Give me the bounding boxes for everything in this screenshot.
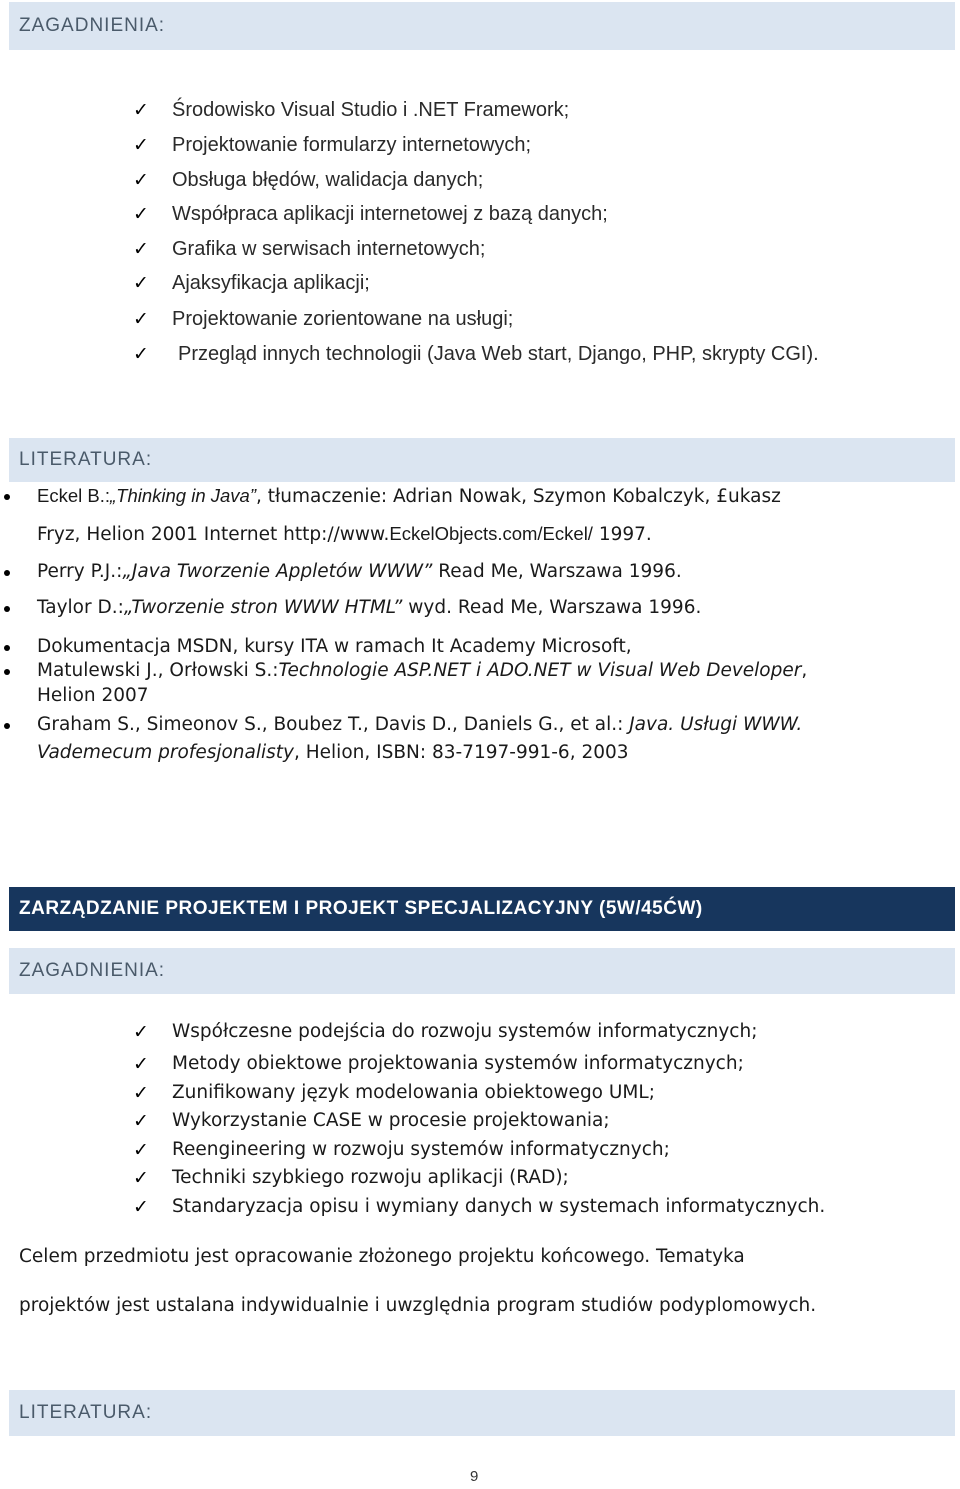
- bullet-icon: [4, 669, 10, 675]
- checkmark-icon: ✓: [133, 308, 149, 330]
- checkmark-icon: ✓: [133, 1082, 149, 1104]
- bullet-icon: [4, 570, 10, 576]
- checkmark-icon: ✓: [133, 203, 149, 225]
- checkmark-icon: ✓: [133, 238, 149, 260]
- section2-literature-heading: [9, 1390, 955, 1436]
- section2-topics-heading-text: ZAGADNIENIA:: [19, 960, 166, 981]
- checkmark-icon: ✓: [133, 1139, 149, 1161]
- checkmark-icon: ✓: [133, 343, 149, 365]
- page-number: 9: [470, 1468, 479, 1485]
- section2-paragraph-line-2: projektów jest ustalana indywidualnie i uwzględnia program studiów podyplomowych.: [19, 1295, 817, 1316]
- section2-topics-heading: [9, 948, 955, 994]
- checkmark-icon: ✓: [133, 1021, 149, 1043]
- checkmark-icon: ✓: [133, 1110, 149, 1132]
- checkmark-icon: ✓: [133, 272, 149, 294]
- checkmark-icon: ✓: [133, 1196, 149, 1218]
- section1-literature-heading-text: LITERATURA:: [19, 449, 153, 470]
- checkmark-icon: ✓: [133, 1167, 149, 1189]
- section1-topics-heading-text: ZAGADNIENIA:: [19, 15, 166, 36]
- bullet-icon: [4, 723, 10, 729]
- section2-title-banner: [9, 887, 955, 931]
- bullet-icon: [4, 645, 10, 651]
- section2-paragraph-line-1: Celem przedmiotu jest opracowanie złożonego projektu końcowego. Tematyka: [19, 1246, 745, 1267]
- section2-title: ZARZĄDZANIE PROJEKTEM I PROJEKT SPECJALIZACYJNY (5W/45ĆW): [19, 898, 703, 919]
- checkmark-icon: ✓: [133, 169, 149, 191]
- section2-literature-heading-text: LITERATURA:: [19, 1402, 153, 1423]
- checkmark-icon: ✓: [133, 134, 149, 156]
- section1-topics-heading: [9, 2, 955, 50]
- bullet-icon: [4, 606, 10, 612]
- checkmark-icon: ✓: [133, 1053, 149, 1075]
- section1-literature-heading: [9, 438, 955, 482]
- list-item-continuation: Helion 2007: [37, 685, 149, 706]
- bullet-icon: [4, 494, 10, 500]
- list-item-continuation: Vademecum profesjonalisty, Helion, ISBN: 83-7197-991-6, 2003: [37, 742, 629, 763]
- list-item-continuation: Fryz, Helion 2001 Internet http://www.EckelObjects.com/Eckel/ 1997.: [37, 523, 652, 545]
- checkmark-icon: ✓: [133, 99, 149, 121]
